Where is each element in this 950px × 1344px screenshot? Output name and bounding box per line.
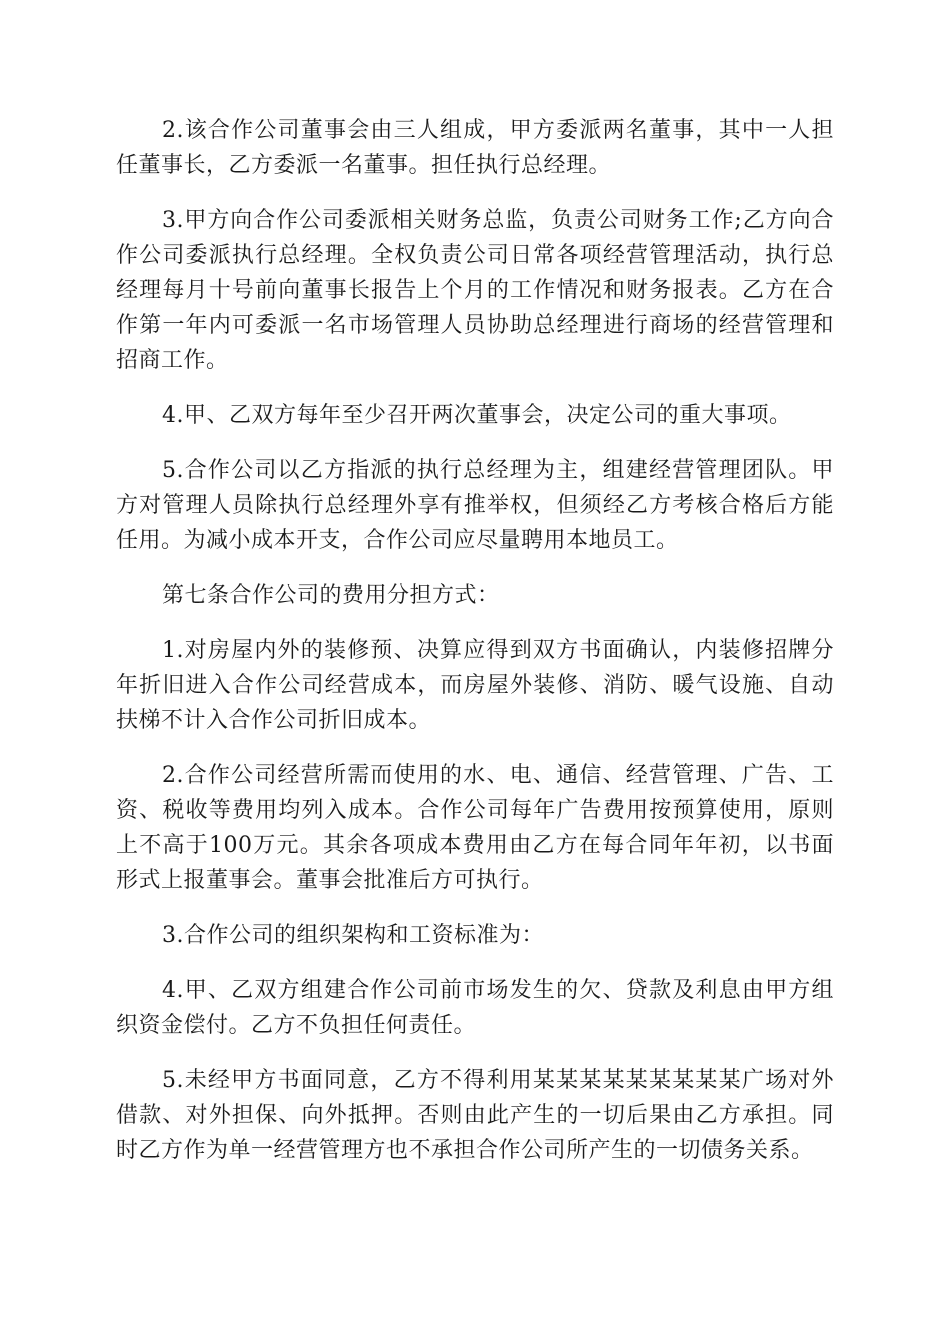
paragraph-board-meetings: 4.甲、乙双方每年至少召开两次董事会，决定公司的重大事项。 [162,403,792,428]
paragraph-renovation-costs: 1.对房屋内外的装修预、决算应得到双方书面确认，内装修招牌分年折旧进入合作公司经营成本，而房屋外装修、消防、暖气设施、自动扶梯不计入合作公司折旧成本。 [116,638,834,733]
paragraph-board-composition: 2.该合作公司董事会由三人组成，甲方委派两名董事，其中一人担任董事长，乙方委派一名董事。担任执行总经理。 [116,118,834,178]
paragraph-operating-costs: 2.合作公司经营所需而使用的水、电、通信、经营管理、广告、工资、税收等费用均列入成本。合作公司每年广告费用按预算使用，原则上不高于100万元。其余各项成本费用由乙方在每合同年年初，以书面形式上报董事会。董事会批准后方可执行。 [116,763,834,893]
paragraph-prior-debts: 4.甲、乙双方组建合作公司前市场发生的欠、贷款及利息由甲方组织资金偿付。乙方不负担任何责任。 [116,978,834,1038]
article-seven-heading: 第七条合作公司的费用分担方式： [162,583,500,608]
paragraph-finance-and-gm-appointment: 3.甲方向合作公司委派相关财务总监，负责公司财务工作;乙方向合作公司委派执行总经理。全权负责公司日常各项经营管理活动，执行总经理每月十号前向董事长报告上个月的工作情况和财务报表。乙方在合作第一年内可委派一名市场管理人员协助总经理进行商场的经营管理和招商工作。 [116,208,834,373]
paragraph-org-structure: 3.合作公司的组织架构和工资标准为： [162,923,544,948]
document-body [116,113,834,1188]
paragraph-borrowing-restriction: 5.未经甲方书面同意，乙方不得利用某某某某某某某某某广场对外借款、对外担保、向外抵押。否则由此产生的一切后果由乙方承担。同时乙方作为单一经营管理方也不承担合作公司所产生的一切债务关系。 [116,1068,834,1163]
paragraph-management-team: 5.合作公司以乙方指派的执行总经理为主，组建经营管理团队。甲方对管理人员除执行总经理外享有推举权，但须经乙方考核合格后方能任用。为减小成本开支，合作公司应尽量聘用本地员工。 [116,458,834,553]
